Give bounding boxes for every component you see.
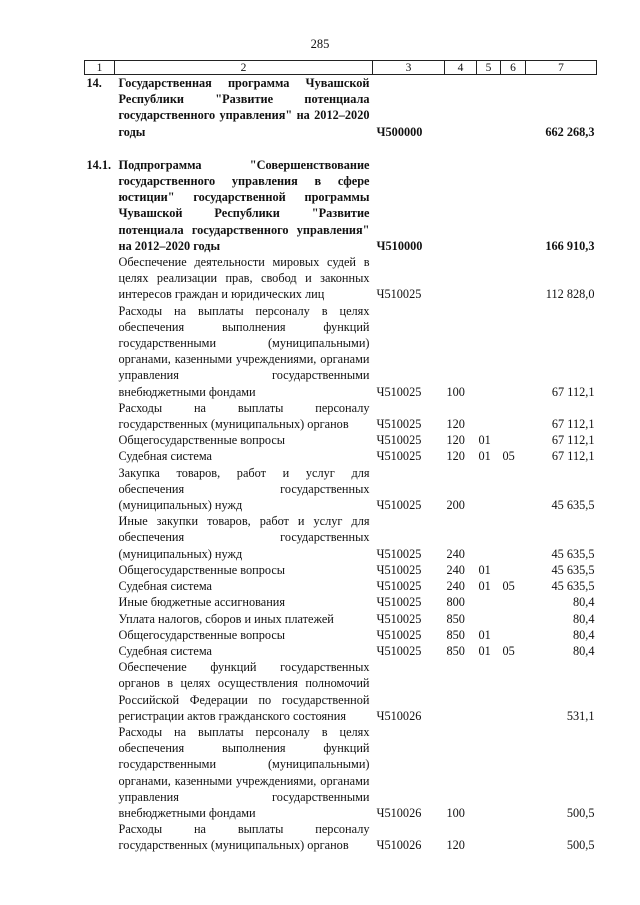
amount-value: 80,4 — [572, 611, 595, 626]
target-article-code: Ч510000 — [376, 238, 423, 253]
target-article-code: Ч510026 — [376, 708, 422, 723]
header-col-7: 7 — [526, 61, 597, 75]
row-number — [85, 254, 115, 303]
row-description: Уплата налогов, сборов и иных платежей — [118, 611, 334, 626]
amount-value: 80,4 — [572, 627, 595, 642]
header-col-6: 6 — [501, 61, 526, 75]
target-article-code: Ч510025 — [376, 498, 422, 513]
section-code: 01 — [478, 433, 491, 448]
section-code — [477, 659, 501, 724]
row-number — [85, 594, 115, 610]
row-description: Обеспечение функций государственных органов в целях осуществления полномочий Российской Федерации по государственной регистрации актов гражданского состояния — [118, 660, 370, 723]
expense-type-code — [445, 75, 477, 140]
table-row — [85, 513, 597, 562]
subsection-code — [501, 400, 526, 432]
subsection-code — [501, 513, 526, 562]
subsection-code — [501, 611, 526, 627]
target-article-code: Ч510025 — [376, 433, 422, 448]
amount-value: 662 268,3 — [545, 124, 595, 139]
target-article-code: Ч510025 — [376, 627, 422, 642]
subsection-code — [501, 659, 526, 724]
table-row — [85, 643, 597, 659]
table-row — [85, 578, 597, 594]
target-article-code: Ч510025 — [376, 643, 422, 658]
budget-table — [84, 60, 597, 854]
row-number — [85, 643, 115, 659]
table-row — [85, 432, 597, 448]
expense-type-code: 850 — [446, 627, 465, 642]
amount-value: 67 112,1 — [551, 417, 595, 432]
row-description: Общегосударственные вопросы — [118, 627, 286, 642]
subsection-code — [501, 562, 526, 578]
subsection-code — [501, 157, 526, 254]
header-col-3: 3 — [373, 61, 445, 75]
section-code: 01 — [478, 449, 491, 464]
amount-value: 67 112,1 — [551, 433, 595, 448]
row-description: Закупка товаров, работ и услуг для обеспечения государственных (муниципальных) нужд — [118, 465, 370, 513]
header-col-2: 2 — [115, 61, 373, 75]
table-row — [85, 594, 597, 610]
subsection-code — [501, 724, 526, 821]
expense-type-code: 120 — [446, 433, 465, 448]
section-code — [477, 821, 501, 853]
table-row — [85, 75, 597, 140]
row-description: Судебная система — [118, 579, 212, 594]
expense-type-code: 240 — [446, 546, 465, 561]
expense-type-code: 240 — [446, 579, 465, 594]
section-code — [477, 254, 501, 303]
subsection-code — [501, 75, 526, 140]
section-code — [477, 465, 501, 514]
target-article-code: Ч510025 — [376, 449, 422, 464]
row-number — [85, 400, 115, 432]
section-code — [477, 157, 501, 254]
expense-type-code: 850 — [446, 611, 465, 626]
target-article-code: Ч510026 — [376, 838, 422, 853]
expense-type-code: 100 — [446, 384, 465, 399]
amount-value: 45 635,5 — [551, 579, 595, 594]
section-code: 01 — [478, 643, 491, 658]
amount-value: 45 635,5 — [551, 546, 595, 561]
target-article-code: Ч510025 — [376, 579, 422, 594]
row-description: Подпрограмма "Совершенствование государственного управления в сфере юстиции" государственной программы Чувашской Республики "Развитие потенциала государственного управления" на 2012–2020 годы — [118, 157, 370, 253]
table-row — [85, 821, 597, 853]
subsection-code: 05 — [502, 579, 515, 594]
expense-type-code — [445, 254, 477, 303]
target-article-code: Ч510026 — [376, 805, 422, 820]
section-code: 01 — [478, 627, 491, 642]
row-description: Иные закупки товаров, работ и услуг для обеспечения государственных (муниципальных) нужд — [118, 514, 370, 561]
table-body — [85, 75, 597, 854]
table-row — [85, 448, 597, 464]
subsection-code — [501, 303, 526, 400]
row-number — [85, 627, 115, 643]
target-article-code: Ч510025 — [376, 287, 422, 302]
section-code — [477, 594, 501, 610]
spacer-cell — [85, 140, 597, 157]
target-article-code: Ч510025 — [376, 562, 422, 577]
expense-type-code: 240 — [446, 562, 465, 577]
row-number: 14.1. — [86, 157, 112, 172]
amount-value: 531,1 — [566, 708, 595, 723]
subsection-code — [501, 821, 526, 853]
target-article-code: Ч510025 — [376, 546, 422, 561]
table-row — [85, 562, 597, 578]
amount-value: 166 910,3 — [545, 238, 595, 253]
row-description: Судебная система — [118, 643, 212, 658]
header-col-5: 5 — [477, 61, 501, 75]
amount-value: 67 112,1 — [551, 449, 595, 464]
section-code: 01 — [478, 562, 491, 577]
section-code — [477, 303, 501, 400]
row-number: 14. — [86, 76, 102, 90]
subsection-code — [501, 254, 526, 303]
section-code — [477, 400, 501, 432]
amount-value: 45 635,5 — [551, 562, 595, 577]
subsection-code: 05 — [502, 449, 515, 464]
row-description: Общегосударственные вопросы — [118, 433, 286, 448]
row-number — [85, 659, 115, 724]
row-number — [85, 562, 115, 578]
section-code — [477, 513, 501, 562]
table-row — [85, 659, 597, 724]
row-description: Расходы на выплаты персоналу государственных (муниципальных) органов — [118, 822, 370, 853]
amount-value: 45 635,5 — [551, 498, 595, 513]
amount-value: 67 112,1 — [551, 384, 595, 399]
table-row — [85, 157, 597, 254]
table-row — [85, 465, 597, 514]
expense-type-code: 120 — [446, 449, 465, 464]
amount-value: 500,5 — [566, 838, 595, 853]
subsection-code — [501, 594, 526, 610]
expense-type-code: 850 — [446, 643, 465, 658]
row-number — [85, 432, 115, 448]
target-article-code: Ч510025 — [376, 595, 422, 610]
row-description: Расходы на выплаты персоналу государственных (муниципальных) органов — [118, 400, 370, 432]
row-description: Судебная система — [118, 449, 212, 464]
table-row — [85, 627, 597, 643]
amount-value: 80,4 — [572, 595, 595, 610]
expense-type-code: 100 — [446, 805, 465, 820]
row-description: Расходы на выплаты персоналу в целях обеспечения выполнения функций государственными (муниципальными) органами, казенными учреждениями, органами управления государственными внебюджетными фондами — [118, 303, 370, 399]
row-description: Общегосударственные вопросы — [118, 562, 286, 577]
target-article-code: Ч510025 — [376, 384, 422, 399]
amount-value: 500,5 — [566, 805, 595, 820]
subsection-code — [501, 627, 526, 643]
section-code — [477, 611, 501, 627]
amount-value: 112 828,0 — [545, 287, 595, 302]
row-number — [85, 821, 115, 853]
page-number: 285 — [310, 37, 330, 51]
expense-type-code — [445, 659, 477, 724]
amount-value: 80,4 — [572, 643, 595, 658]
row-number — [85, 513, 115, 562]
target-article-code: Ч500000 — [376, 124, 423, 139]
table-header — [85, 61, 597, 75]
spacer-row — [85, 140, 597, 157]
row-description: Государственная программа Чувашской Республики "Развитие потенциала государственного управления" на 2012–2020 годы — [118, 76, 370, 139]
row-number — [85, 611, 115, 627]
expense-type-code — [445, 157, 477, 254]
expense-type-code: 800 — [446, 595, 465, 610]
row-description: Расходы на выплаты персоналу в целях обеспечения выполнения функций государственными (муниципальными) органами, казенными учреждениями, органами управления государственными внебюджетными фондами — [118, 724, 370, 820]
section-code: 01 — [478, 579, 491, 594]
section-code — [477, 724, 501, 821]
table-row — [85, 611, 597, 627]
target-article-code: Ч510025 — [376, 611, 422, 626]
table-row — [85, 254, 597, 303]
expense-type-code: 120 — [446, 838, 465, 853]
target-article-code: Ч510025 — [376, 417, 422, 432]
table-row — [85, 400, 597, 432]
subsection-code — [501, 432, 526, 448]
row-number — [85, 303, 115, 400]
subsection-code — [501, 465, 526, 514]
subsection-code: 05 — [502, 643, 515, 658]
section-code — [477, 75, 501, 140]
table-row — [85, 724, 597, 821]
header-col-4: 4 — [445, 61, 477, 75]
header-col-1: 1 — [85, 61, 115, 75]
expense-type-code: 200 — [446, 498, 465, 513]
row-number — [85, 578, 115, 594]
row-number — [85, 448, 115, 464]
table-row — [85, 303, 597, 400]
row-number — [85, 465, 115, 514]
row-description: Иные бюджетные ассигнования — [118, 595, 286, 610]
row-number — [85, 724, 115, 821]
row-description: Обеспечение деятельности мировых судей в целях реализации прав, свобод и законных интересов граждан и юридических лиц — [118, 255, 370, 302]
expense-type-code: 120 — [446, 417, 465, 432]
